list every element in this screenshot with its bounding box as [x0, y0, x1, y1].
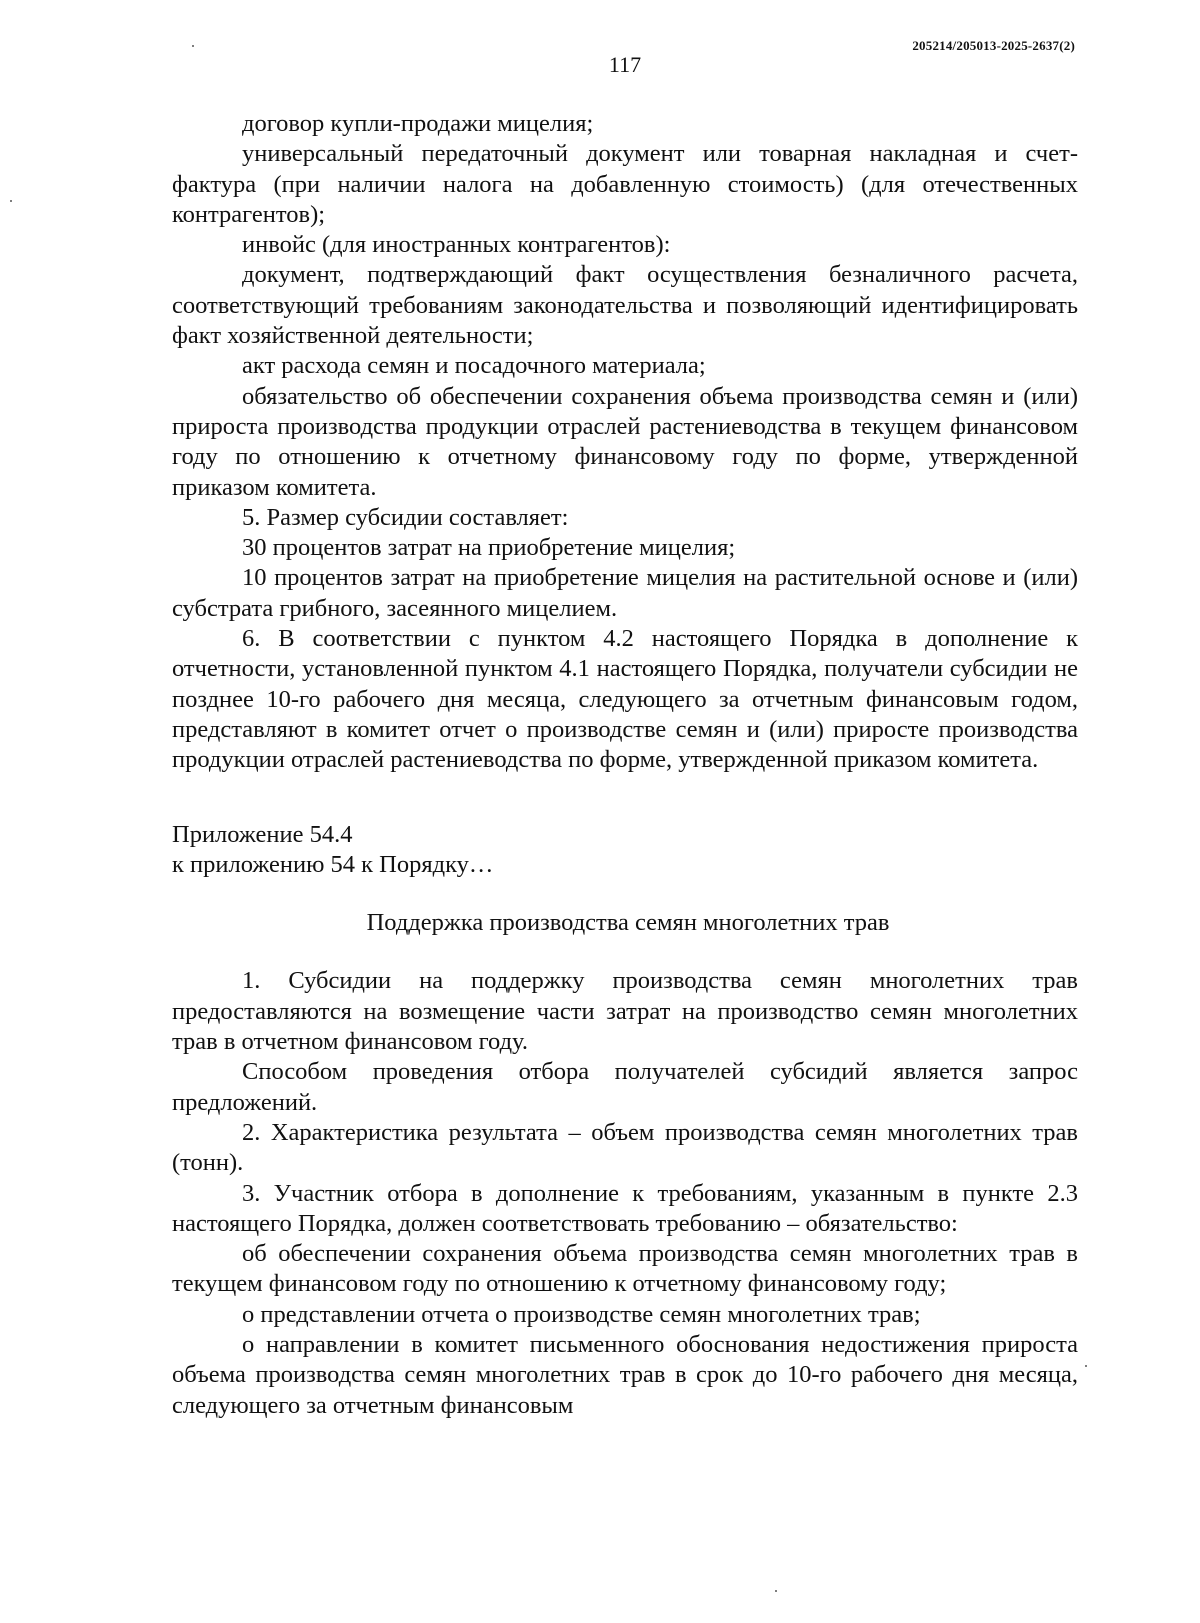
document-id: 205214/205013-2025-2637(2)	[912, 38, 1075, 53]
spacer	[172, 776, 1078, 820]
paragraph: инвойс (для иностранных контрагентов):	[242, 231, 671, 259]
scan-speck	[1085, 1365, 1087, 1367]
paragraph: 30 процентов затрат на приобретение мицелия;	[242, 534, 736, 562]
paragraph: обязательство об обеспечении сохранения объема производства семян и (или) прироста производства продукции отраслей растениеводства в текущем финансовом году по отношению к отчетному финансовому году по форме, утвержденной приказом комитета.	[172, 382, 1078, 501]
paragraph: 3. Участник отбора в дополнение к требованиям, указанным в пункте 2.3 настоящего Порядка, должен соответствовать требованию – обязательство:	[172, 1179, 1078, 1237]
paragraph: 1. Субсидии на поддержку производства семян многолетних трав предоставляются на возмещение части затрат на производство семян многолетних трав в отчетном финансовом году.	[172, 967, 1078, 1056]
paragraph: о направлении в комитет письменного обоснования недостижения прироста объема производства семян многолетних трав в срок до 10-го рабочего дня месяца, следующего за отчетным финансовым	[172, 1330, 1078, 1419]
section-title: Поддержка производства семян многолетних трав	[366, 909, 890, 937]
paragraph: акт расхода семян и посадочного материала;	[242, 352, 706, 380]
paragraph: договор купли-продажи мицелия;	[242, 110, 594, 137]
document-body	[172, 109, 1078, 1421]
paragraph: о представлении отчета о производстве семян многолетних трав;	[242, 1300, 921, 1328]
scan-speck	[192, 45, 194, 47]
paragraph: универсальный передаточный документ или товарная накладная и счет-фактура (при наличии налога на добавленную стоимость) (для отечественных контрагентов);	[172, 140, 1078, 228]
appendix-reference: к приложению 54 к Порядку…	[172, 850, 494, 878]
paragraph: 10 процентов затрат на приобретение мицелия на растительной основе и (или) субстрата грибного, засеянного мицелием.	[172, 564, 1078, 622]
paragraph: 5. Размер субсидии составляет:	[242, 503, 569, 531]
paragraph: Способом проведения отбора получателей субсидий является запрос предложений.	[172, 1058, 1078, 1116]
appendix-label: Приложение 54.4	[172, 820, 353, 848]
scan-speck	[10, 200, 12, 202]
page-number: 117	[608, 52, 642, 77]
paragraph: документ, подтверждающий факт осуществления безналичного расчета, соответствующий требованиям законодательства и позволяющий идентифицировать факт хозяйственной деятельности;	[172, 261, 1078, 350]
paragraph: 2. Характеристика результата – объем производства семян многолетних трав (тонн).	[172, 1118, 1078, 1177]
paragraph: об обеспечении сохранения объема производства семян многолетних трав в текущем финансовом году по отношению к отчетному финансовому году;	[172, 1240, 1078, 1298]
paragraph: 6. В соответствии с пунктом 4.2 настоящего Порядка в дополнение к отчетности, установленной пунктом 4.1 настоящего Порядка, получатели субсидии не позднее 10-го рабочего дня месяца, следующего за отчетным финансовым годом, представляют в комитет отчет о производстве семян и (или) приросте производства продукции отраслей растениеводства по форме, утвержденной приказом комитета.	[172, 625, 1078, 774]
scan-speck	[775, 1590, 777, 1592]
